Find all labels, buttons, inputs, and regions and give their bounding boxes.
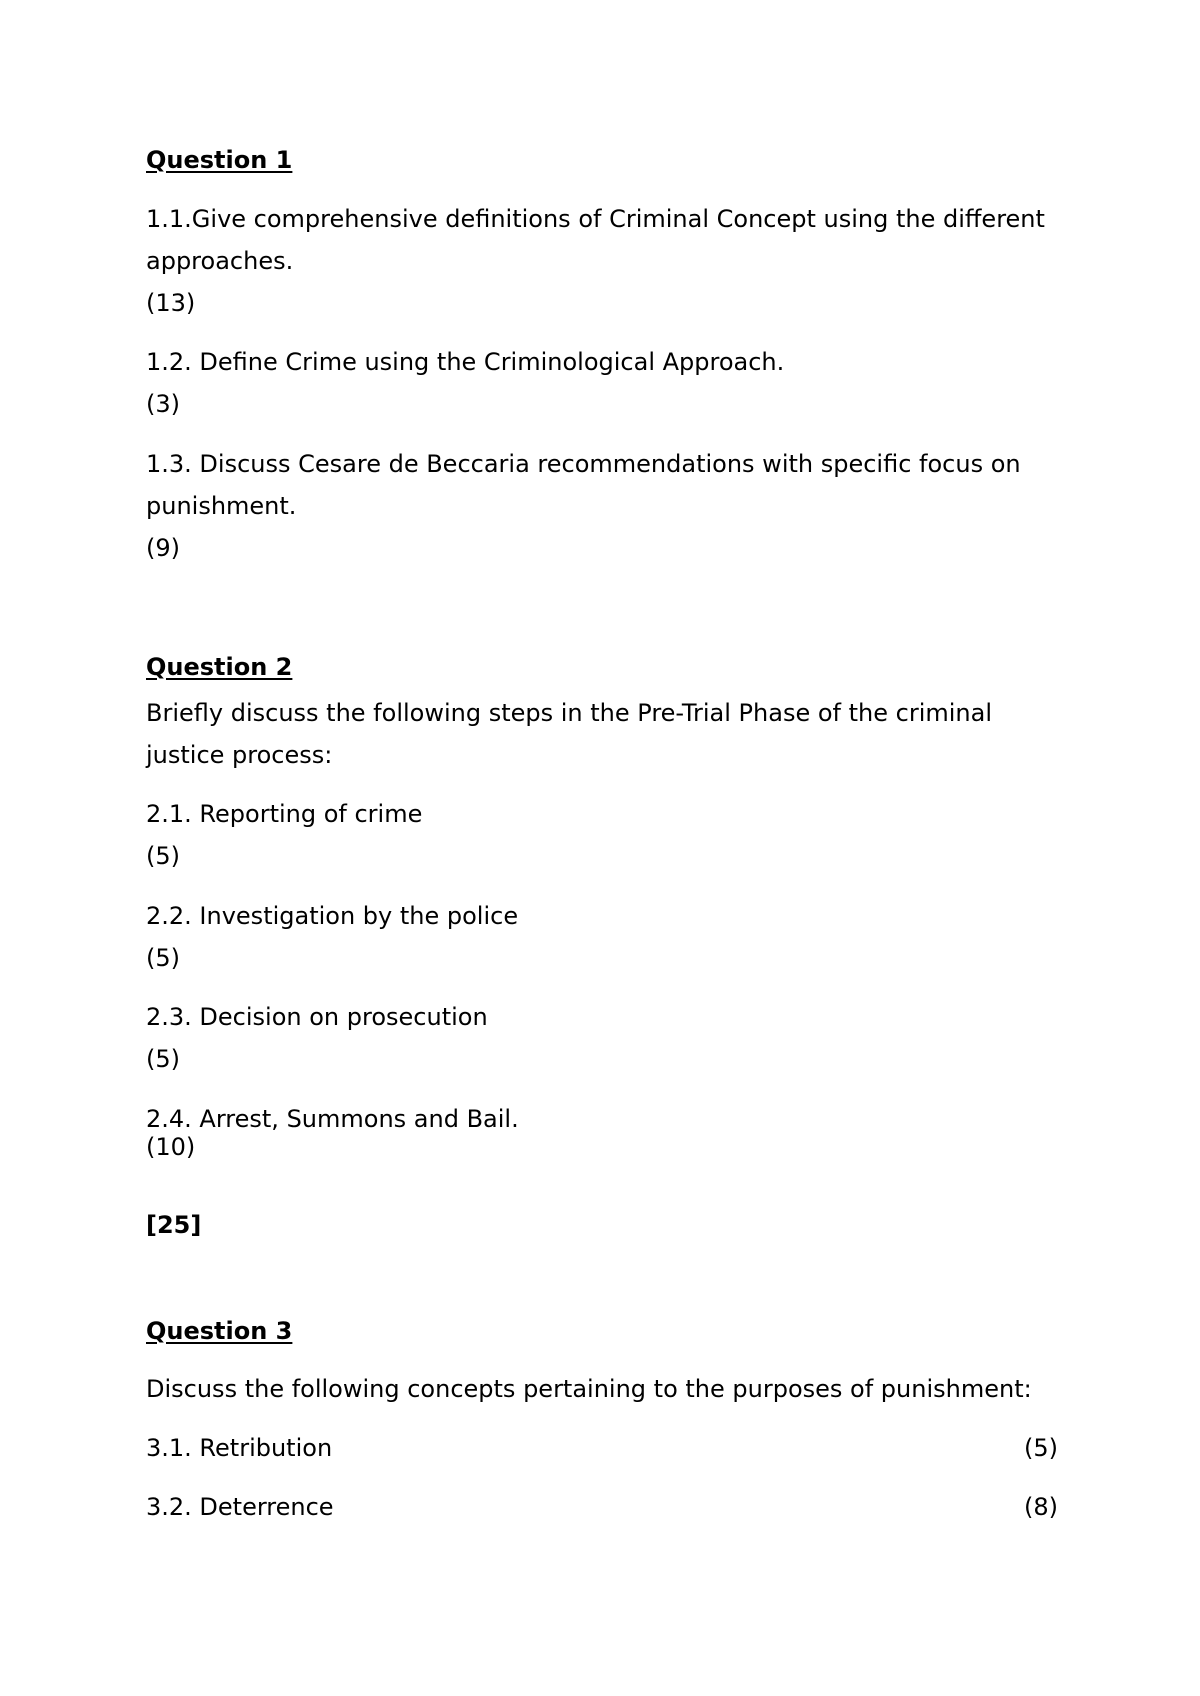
question-2-2-text: 2.2. Investigation by the police (146, 902, 519, 930)
question-1-1-text-line-2: approaches. (146, 247, 294, 275)
question-2-intro-line-2: justice process: (146, 741, 333, 769)
question-1-2-marks: (3) (146, 390, 180, 418)
question-3-2-text: 3.2. Deterrence (146, 1493, 334, 1521)
question-3-heading: Question 3 (146, 1317, 293, 1345)
question-2-2-marks: (5) (146, 944, 180, 972)
question-2-4-text: 2.4. Arrest, Summons and Bail. (146, 1105, 519, 1133)
question-3-1-text: 3.1. Retribution (146, 1434, 333, 1462)
question-1-3-text-line-2: punishment. (146, 492, 297, 520)
question-1-3-text-line-1: 1.3. Discuss Cesare de Beccaria recommendations with specific focus on (146, 450, 1021, 478)
question-2-1-text: 2.1. Reporting of crime (146, 800, 423, 828)
question-2-4-marks: (10) (146, 1133, 196, 1161)
question-2-3-marks: (5) (146, 1045, 180, 1073)
question-1-3-marks: (9) (146, 534, 180, 562)
question-3-intro: Discuss the following concepts pertaining to the purposes of punishment: (146, 1375, 1032, 1403)
question-1-1-marks: (13) (146, 289, 196, 317)
question-3-1-marks: (5) (1024, 1434, 1058, 1462)
question-1-2-text: 1.2. Define Crime using the Criminological Approach. (146, 348, 785, 376)
question-1-heading: Question 1 (146, 146, 293, 174)
question-2-1-marks: (5) (146, 842, 180, 870)
question-3-2-marks: (8) (1024, 1493, 1058, 1521)
question-2-heading: Question 2 (146, 653, 293, 681)
question-2-3-text: 2.3. Decision on prosecution (146, 1003, 488, 1031)
question-1-1-text-line-1: 1.1.Give comprehensive definitions of Criminal Concept using the different (146, 205, 1045, 233)
question-2-intro-line-1: Briefly discuss the following steps in the Pre-Trial Phase of the criminal (146, 699, 992, 727)
question-2-total-marks: [25] (146, 1211, 202, 1239)
